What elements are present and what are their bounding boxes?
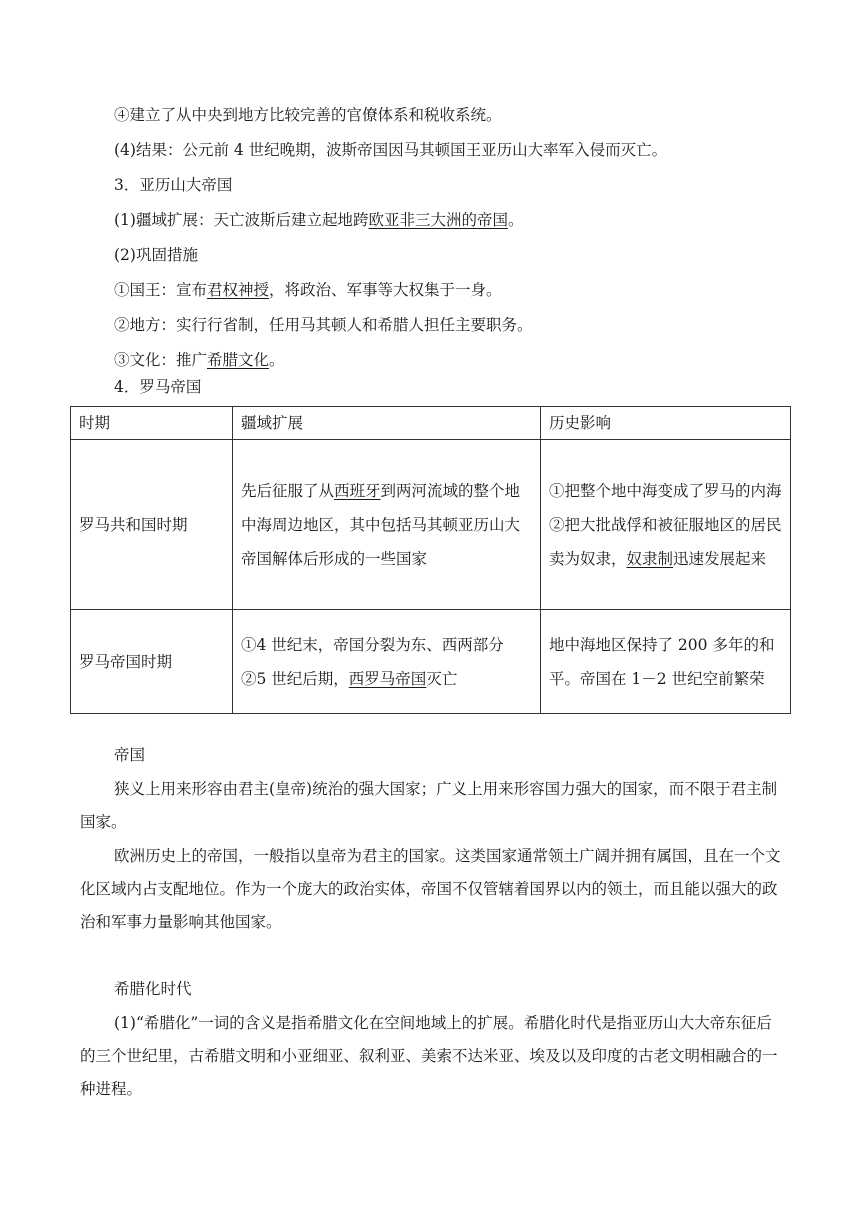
table-cell-period: 罗马共和国时期: [71, 440, 233, 610]
note-title-empire: 帝国: [114, 746, 146, 764]
text-segment: ，将政治、军事等大权集于一身。: [269, 281, 502, 299]
rome-table: [70, 406, 791, 714]
text-line-king: [114, 279, 502, 301]
text-line-officialdom: ④建立了从中央到地方比较完善的官僚体系和税收系统。: [114, 106, 502, 124]
text-segment: 灭亡: [426, 669, 458, 688]
text-segment: 先后征服了从: [241, 481, 335, 500]
text-segment: ③文化：推广: [114, 351, 208, 369]
text-segment: 到两河流域的整个地中海周边地区，其中包括马其顿亚历山大帝国解体后形成的一些国家: [241, 481, 521, 568]
table-header-impact: 历史影响: [541, 407, 791, 440]
text-line-local: ②地方：实行行省制，任用马其顿人和希腊人担任主要职务。: [114, 316, 533, 334]
text-segment: ②把大批战俘和被征服地区的居民卖为奴隶，: [549, 515, 782, 568]
underlined-term-slavery: 奴隶制: [626, 549, 674, 568]
table-cell-expansion: [233, 440, 541, 610]
note-paragraph: (1)“希腊化”一词的含义是指希腊文化在空间地域上的扩展。希腊化时代是指亚历山大大帝东征后的三个世纪里，古希腊文明和小亚细亚、叙利亚、美索不达米亚、埃及以及印度的古老文明相融合的一种进程。: [80, 1014, 778, 1098]
text-line-culture: [114, 349, 285, 371]
text-segment: 。: [269, 351, 285, 369]
impact-item: [549, 508, 782, 576]
expansion-item: [241, 662, 532, 696]
text-line-persia-result: (4)结果：公元前 4 世纪晚期，波斯帝国因马其顿国王亚历山大率军入侵而灭亡。: [114, 141, 668, 159]
table-cell-impact: 地中海地区保持了 200 多年的和平。帝国在 1－2 世纪空前繁荣: [541, 610, 791, 714]
impact-item: ①把整个地中海变成了罗马的内海: [549, 481, 782, 500]
text-segment: (1)疆域扩展：天亡波斯后建立起地跨: [114, 211, 369, 229]
underlined-term-divine-right: 君权神授: [207, 281, 270, 299]
text-segment: ②5 世纪后期，: [241, 669, 349, 688]
section-heading-alexander: 3．亚历山大帝国: [114, 176, 233, 194]
table-header-period: 时期: [71, 407, 233, 440]
table-cell-period: 罗马帝国时期: [71, 610, 233, 714]
section-heading-rome: 4．罗马帝国: [114, 378, 202, 396]
table-header-row: [71, 407, 791, 440]
note-paragraph: 欧洲历史上的帝国，一般指以皇帝为君主的国家。这类国家通常领土广阔并拥有属国，且在一个文化区域内占支配地位。作为一个庞大的政治实体，帝国不仅管辖着国界以内的领土，而且能以强大的政治和军事力量影响其他国家。: [80, 847, 781, 931]
table-row: [71, 440, 791, 610]
table-header-expansion: 疆域扩展: [233, 407, 541, 440]
text-segment: 迅速发展起来: [673, 549, 767, 568]
text-line-measures: (2)巩固措施: [114, 246, 198, 264]
underlined-term-three-continents: 欧亚非三大洲的帝国: [368, 211, 508, 229]
underlined-term-western-roman-empire: 西罗马帝国: [348, 669, 427, 688]
note-paragraph: 狭义上用来形容由君主(皇帝)统治的强大国家；广义上用来形容国力强大的国家，而不限于君主制国家。: [80, 780, 778, 831]
underlined-term-greek-culture: 希腊文化: [207, 351, 270, 369]
text-line-territory: [114, 209, 524, 231]
underlined-term-spain: 西班牙: [334, 481, 381, 500]
note-title-hellenistic: 希腊化时代: [114, 980, 192, 998]
text-segment: 。: [507, 211, 524, 229]
table-cell-impact: [541, 440, 791, 610]
table-row: [71, 610, 791, 714]
expansion-item: ①4 世纪末，帝国分裂为东、西两部分: [241, 635, 504, 654]
table-cell-expansion: [233, 610, 541, 714]
text-segment: ①国王：宣布: [114, 281, 208, 299]
